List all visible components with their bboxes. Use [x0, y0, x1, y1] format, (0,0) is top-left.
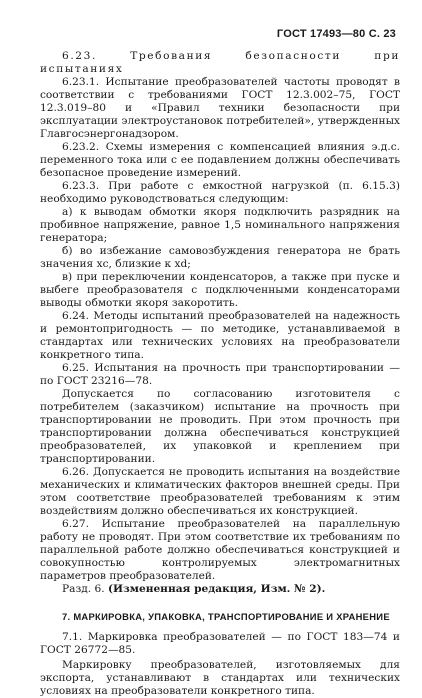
- revision-note-bold: (Измененная редакция, Изм. № 2).: [107, 583, 326, 595]
- paragraph-6-23-2: 6.23.2. Схемы измерения с компенсацией влияния э.д.с. переменного тока или с ее подавлением должны обеспечивать безопасное проведение измерений.: [40, 141, 400, 179]
- page-body: [40, 50, 400, 698]
- paragraph-6-23-1: 6.23.1. Испытание преобразователей частоты проводят в соответствии с требованиями ГОСТ 12.3.002–75, ГОСТ 12.3.019–80 и «Правил техники безопасности при эксплуатации электроустановок потребителей», утвержденных Главгосэнергонадзором.: [40, 76, 400, 140]
- running-head: ГОСТ 17493—80 С. 23: [276, 28, 396, 40]
- paragraph-6-27: 6.27. Испытание преобразователей на параллельную работу не проводят. При этом соответствие их требованиям по параллельной работе должно обеспечиваться конструкцией и совокупностью контролируемых электромагнитных параметров преобразователей.: [40, 518, 400, 582]
- paragraph-6-23: 6.23. Требования безопасности при испытаниях: [40, 50, 400, 75]
- paragraph-7-1: 7.1. Маркировка преобразователей — по ГОСТ 183—74 и ГОСТ 26772—85.: [40, 631, 400, 656]
- list-item-v: в) при переключении конденсаторов, а также при пуске и выбеге преобразователя с подключенными конденсаторами выводы обмотки якоря закоротить.: [40, 271, 400, 309]
- paragraph-6-25: 6.25. Испытания на прочность при транспортировании — по ГОСТ 23216—78.: [40, 362, 400, 387]
- section-7-title: 7. МАРКИРОВКА, УПАКОВКА, ТРАНСПОРТИРОВАНИЕ И ХРАНЕНИЕ: [62, 611, 390, 622]
- list-item-a: а) к выводам обмотки якоря подключить разрядник на пробивное напряжение, равное 1,5 номинального напряжения генератора;: [40, 206, 400, 244]
- revision-note-prefix: Разд. 6.: [62, 583, 108, 595]
- paragraph-7-1-export: Маркировку преобразователей, изготовляемых для экспорта, устанавливают в стандартах или технических условиях на преобразователи конкретного типа.: [40, 659, 400, 697]
- list-item-b: б) во избежание самовозбуждения генератора не брать значения xc, близкие к xd;: [40, 245, 400, 270]
- paragraph-6-26: 6.26. Допускается не проводить испытания на воздействие механических и климатических факторов внешней среды. При этом соответствие преобразователей требованиям к этим воздействиям должно обеспечиваться их конструкцией.: [40, 466, 400, 517]
- revision-note: [40, 583, 400, 596]
- paragraph-6-24: 6.24. Методы испытаний преобразователей на надежность и ремонтопригодность — по методике, устанавливаемой в стандартах или технических условиях на преобразователи конкретного типа.: [40, 310, 400, 361]
- paragraph-6-25-note: Допускается по согласованию изготовителя с потребителем (заказчиком) испытание на прочность при транспортировании не проводить. При этом прочность при транспортировании должна обеспечиваться конструкцией преобразователей, их упаковкой и креплением при транспортировании.: [40, 388, 400, 465]
- paragraph-6-23-3: 6.23.3. При работе с емкостной нагрузкой (п. 6.15.3) необходимо руководствоваться следующим:: [40, 180, 400, 205]
